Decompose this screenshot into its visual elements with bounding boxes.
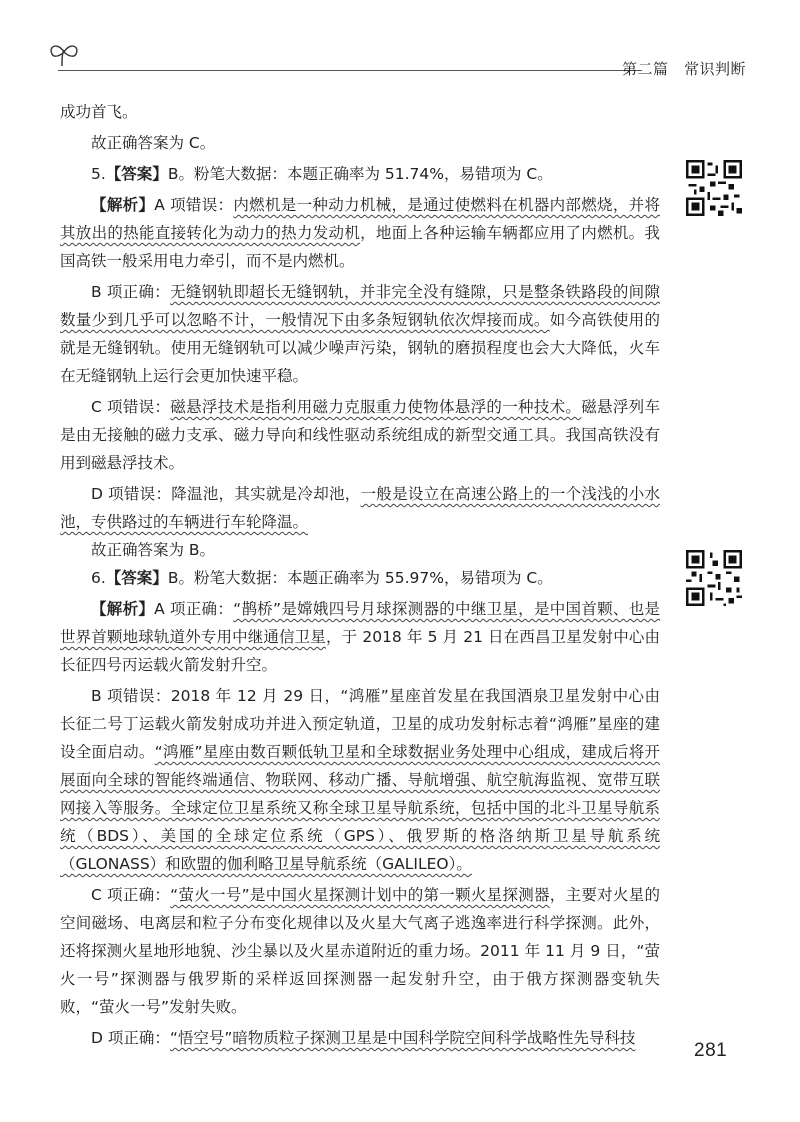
text-run: B。粉笔大数据：本题正确率为 55.97%，易错项为 C。 (167, 569, 553, 587)
emphasized-text: “萤火一号”是中国火星探测计划中的第一颗火星探测器 (170, 886, 550, 904)
question-number: 6. (91, 569, 106, 587)
text-run: 磁悬浮列车是由无接触的磁力支承、磁力导向和线性驱动系统组成的新型交通工具。我国高铁没有用到磁悬浮技术。 (60, 398, 660, 472)
emphasized-text: “鸿雁”星座由数百颗低轨卫星和全球数据业务处理中心组成，建成后将开展面向全球的智能终端通信、物联网、移动广播、导航增强、航空航海监视、宽带互联网接入等服务。全球定位卫星系统又称全球卫星导航系统，包括中国的北斗卫星导航系统（BDS）、美国的全球定位系统（GPS）、俄罗斯的格洛纳斯卫星导航系统（GLONASS）和欧盟的伽利略卫星导航系统（GALILEO）。 (60, 743, 660, 873)
emphasized-text: “悟空号”暗物质粒子探测卫星是中国科学院空间科学战略性先导科技 (169, 1029, 636, 1047)
emphasized-text: “鹊桥”是嫦娥四号月球探测器的中继卫星，是中国首颗、也是世界首颗地球轨道外专用中继通信卫星 (60, 600, 660, 646)
question-number: 5. (91, 165, 106, 183)
text-run: A 项错误： (154, 196, 234, 214)
q5-answer (60, 160, 660, 188)
answer-explanations (60, 98, 660, 1052)
section-title: 第二篇 常识判断 (622, 60, 747, 78)
emphasized-text: 内燃机是一种动力机械，是通过使燃料在机器内部燃烧，并将其放出的热能直接转化为动力的热力发动机 (60, 196, 660, 242)
leaf-icon (44, 40, 84, 68)
text-run: B。粉笔大数据：本题正确率为 51.74%，易错项为 C。 (167, 165, 553, 183)
q5-analysis-d (60, 480, 660, 536)
qr-code-icon (686, 160, 742, 216)
text-run: ，主要对火星的空间磁场、电离层和粒子分布变化规律以及火星大气离子逃逸率进行科学探测。此外，还将探测火星地形地貌、沙尘暴以及火星赤道附近的重力场。2011 年 11 月 9 日，“萤火一号”探测器与俄罗斯的采样返回探测器一起发射升空，由于俄方探测器变轨失败，“萤火一号”发射失败。 (60, 886, 660, 1016)
q6-analysis-b (60, 682, 660, 878)
text-run: 成功首飞。 (60, 103, 138, 121)
emphasized-text: 一般是设立在高速公路上的一个浅浅的小水池，专供路过的车辆进行车轮降温。 (60, 485, 660, 531)
qr-code-icon (686, 550, 742, 606)
paragraph (60, 129, 660, 157)
header-divider (58, 70, 642, 71)
q5-analysis-b (60, 278, 660, 390)
text-run: A 项正确： (154, 600, 234, 618)
emphasized-text: 无缝钢轨即超长无缝钢轨，并非完全没有缝隙，只是整条铁路段的间隙数量少到几乎可以忽略不计，一般情况下由多条短钢轨依次焊接而成。 (60, 283, 660, 329)
answer-label: 【答案】 (105, 569, 168, 587)
text-run: D 项错误：降温池，其实就是冷却池， (91, 485, 361, 503)
paragraph (60, 98, 660, 126)
q6-analysis-d (60, 1024, 660, 1052)
text-run: ，地面上各种运输车辆都应用了内燃机。我国高铁一般采用电力牵引，而不是内燃机。 (60, 224, 660, 270)
text-run: C 项正确： (91, 886, 171, 904)
q6-analysis-a (60, 595, 660, 679)
text-run: B 项正确： (91, 283, 171, 301)
text-run: 故正确答案为 B。 (91, 541, 216, 559)
page-number: 281 (694, 1040, 728, 1061)
q6-answer (60, 564, 660, 592)
answer-label: 【答案】 (105, 165, 168, 183)
text-run: ，于 2018 年 5 月 21 日在西昌卫星发射中心由长征四号丙运载火箭发射升空。 (60, 628, 660, 674)
q6-analysis-c (60, 881, 660, 1021)
q5-conclusion (60, 536, 660, 564)
analysis-label: 【解析】 (91, 600, 155, 618)
text-run: 故正确答案为 C。 (91, 134, 216, 152)
text-run: C 项错误： (91, 398, 171, 416)
q5-analysis-a (60, 191, 660, 275)
text-run: D 项正确： (91, 1029, 170, 1047)
emphasized-text: 磁悬浮技术是指利用磁力克服重力使物体悬浮的一种技术。 (170, 398, 582, 416)
page-header (0, 0, 800, 90)
analysis-label: 【解析】 (91, 196, 155, 214)
text-run: 如今高铁使用的就是无缝钢轨。使用无缝钢轨可以减少噪声污染，钢轨的磨损程度也会大大降低，火车在无缝钢轨上运行会更加快速平稳。 (60, 311, 660, 385)
text-run: B 项错误：2018 年 12 月 29 日，“鸿雁”星座首发星在我国酒泉卫星发射中心由长征二号丁运载火箭发射成功并进入预定轨道，卫星的成功发射标志着“鸿雁”星座的建设全面启动。 (60, 687, 660, 761)
q5-analysis-c (60, 393, 660, 477)
